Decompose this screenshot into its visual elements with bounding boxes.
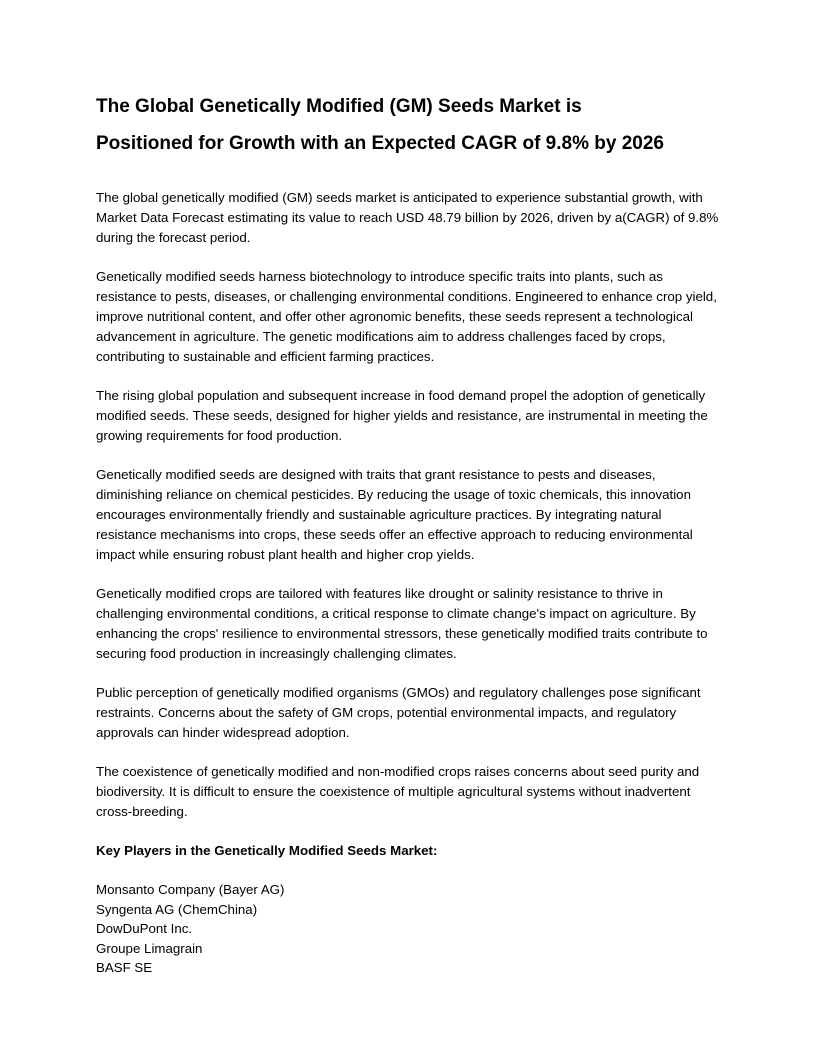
paragraph-public-perception: Public perception of genetically modified organisms (GMOs) and regulatory challenges pose significant restraints. Concerns about the safety of GM crops, potential environmental impacts, and regulatory approvals can hinder widespread adoption. [96,685,701,740]
key-players-list [96,880,720,978]
paragraph-population-demand: The rising global population and subsequent increase in food demand propel the adoption of genetically modified seeds. These seeds, designed for higher yields and resistance, are instrumental in meeting the growing requirements for food production. [96,388,708,443]
key-player-syngenta: Syngenta AG (ChemChina) [96,901,258,917]
paragraph-biotechnology-overview: Genetically modified seeds harness biotechnology to introduce specific traits into plants, such as resistance to pests, diseases, or challenging environmental conditions. Engineered to enhance crop yield, improve nutritional content, and offer other agronomic benefits, these seeds represent a technological advancement in agriculture. The genetic modifications aim to address challenges faced by crops, contributing to sustainable and efficient farming practices. [96,269,717,364]
key-players-heading: Key Players in the Genetically Modified Seeds Market: [96,843,438,858]
key-player-dowdupont: DowDuPont Inc. [96,921,193,936]
paragraph-market-forecast: The global genetically modified (GM) seeds market is anticipated to experience substantial growth, with Market Data Forecast estimating its value to reach USD 48.79 billion by 2026, driven by a(CAGR) of 9.8% during the forecast period. [96,190,719,245]
key-player-basf: BASF SE [96,960,153,975]
key-player-monsanto: Monsanto Company (Bayer AG) [96,882,285,897]
document-title-line-2: Positioned for Growth with an Expected CAGR of 9.8% by 2026 [96,133,664,154]
key-player-groupe-limagrain: Groupe Limagrain [96,940,203,956]
paragraph-pest-resistance: Genetically modified seeds are designed with traits that grant resistance to pests and diseases, diminishing reliance on chemical pesticides. By reducing the usage of toxic chemicals, this innovation encourages environmentally friendly and sustainable agriculture practices. By integrating natural resistance mechanisms into crops, these seeds offer an effective approach to reducing environmental impact while ensuring robust plant health and higher crop yields. [96,467,693,562]
paragraph-coexistence: The coexistence of genetically modified and non-modified crops raises concerns about seed purity and biodiversity. It is difficult to ensure the coexistence of multiple agricultural systems without inadvertent cross-breeding. [96,764,700,819]
document-title [96,88,720,162]
document-title-line-1: The Global Genetically Modified (GM) Seeds Market is [96,96,582,117]
paragraph-climate-resilience: Genetically modified crops are tailored with features like drought or salinity resistance to thrive in challenging environmental conditions, a critical response to climate change's impact on agriculture. By enhancing the crops' resilience to environmental stressors, these genetically modified traits contribute to securing food production in increasingly challenging climates. [96,586,708,661]
